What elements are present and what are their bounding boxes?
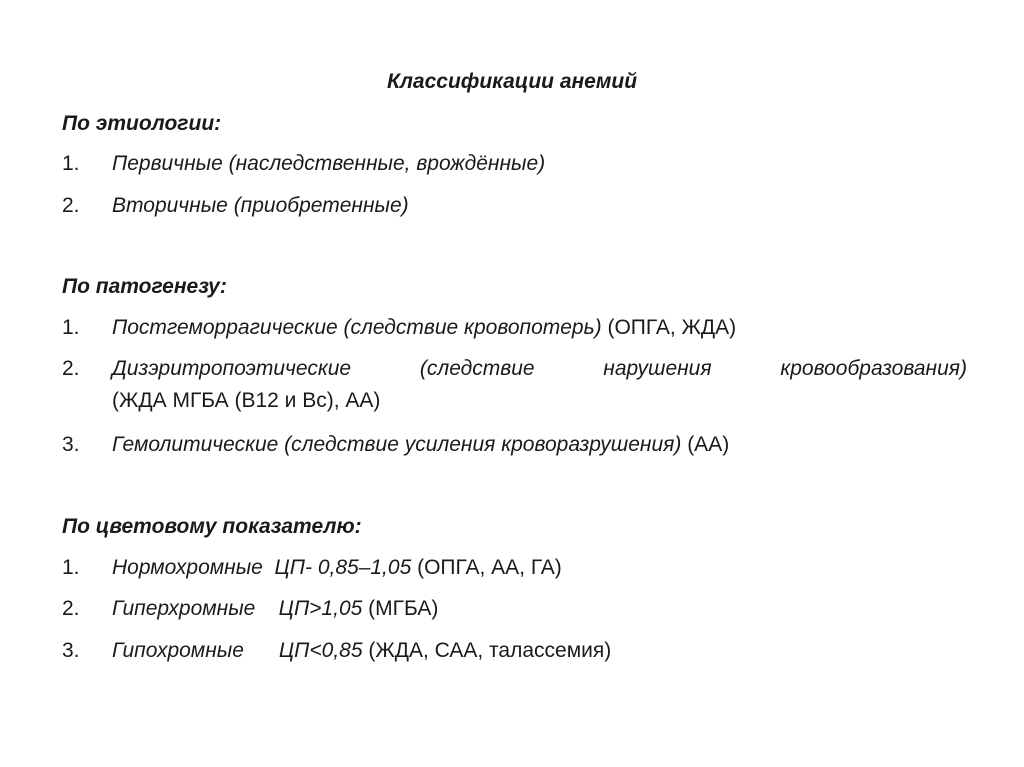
item-text (112, 152, 967, 176)
item-text-italic: Постгеморрагические (следствие кровопотерь) (112, 316, 602, 339)
section-heading-color-index: По цветовому показателю: (62, 515, 362, 538)
item-text (112, 639, 967, 663)
item-text-plain: (ОПГА, АА, ГА) (411, 556, 562, 579)
item-number: 2. (62, 357, 80, 380)
item-number: 2. (62, 194, 80, 217)
item-text-italic: Вторичные (приобретенные) (112, 194, 409, 217)
item-text-plain: (ЖДА, САА, талассемия) (362, 639, 612, 662)
item-number: 3. (62, 433, 80, 456)
section-heading-etiology: По этиологии: (62, 112, 222, 135)
item-text-italic: Первичные (наследственные, врождённые) (112, 152, 546, 175)
item-text-italic: Гемолитические (следствие усиления кроворазрушения) (112, 433, 682, 456)
item-text (112, 357, 967, 413)
item-number: 3. (62, 639, 80, 662)
item-text-plain: (ОПГА, ЖДА) (601, 316, 737, 339)
item-text (112, 556, 967, 580)
item-text (112, 597, 967, 621)
item-text (112, 316, 967, 340)
item-number: 1. (62, 152, 80, 175)
item-number: 1. (62, 556, 80, 579)
item-text (112, 433, 967, 457)
item-number: 1. (62, 316, 80, 339)
item-text-plain: (АА) (681, 433, 730, 456)
slide-title: Классификации анемий (386, 70, 638, 93)
item-text-italic: Гиперхромные ЦП>1,05 (112, 597, 363, 620)
section-heading-pathogenesis: По патогенезу: (62, 275, 227, 298)
item-number: 2. (62, 597, 80, 620)
item-text-italic: Нормохромные ЦП- 0,85–1,05 (112, 556, 412, 579)
item-text-plain: (МГБА) (362, 597, 439, 620)
item-text-plain-line2: (ЖДА МГБА (В12 и Вс), АА) (112, 389, 381, 412)
item-text-italic: Дизэритропоэтические (следствие нарушения кровообразования) (112, 357, 967, 380)
item-text-italic: Гипохромные ЦП<0,85 (112, 639, 363, 662)
item-text (112, 194, 967, 218)
